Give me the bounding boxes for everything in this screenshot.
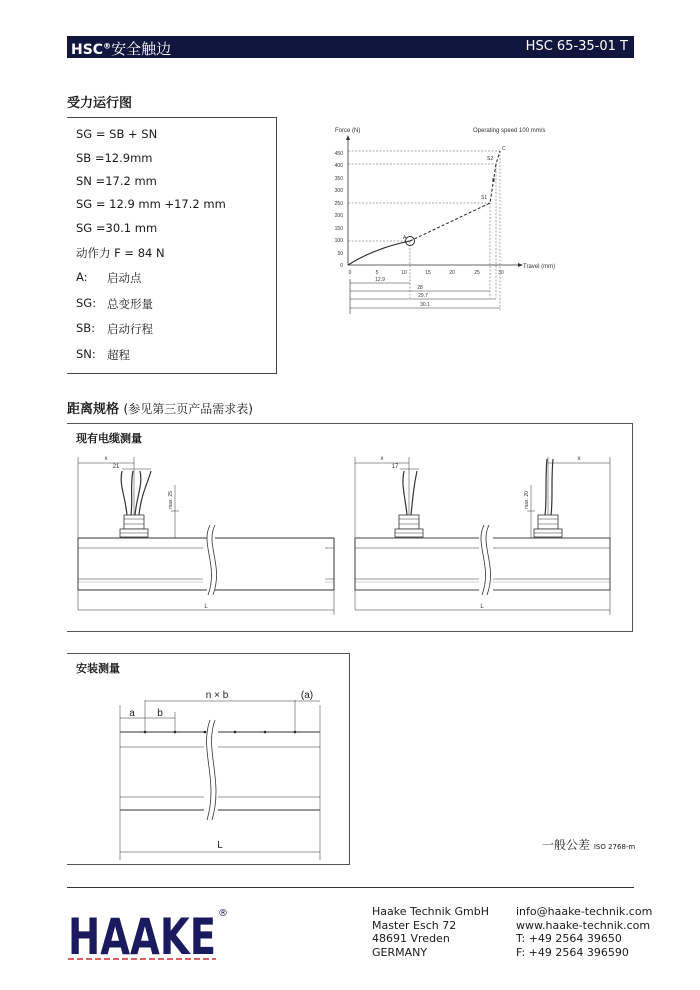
section-force-title: 受力运行图 <box>67 96 133 111</box>
email-link[interactable]: info@haake-technik.com <box>516 905 653 918</box>
install-box-top <box>67 653 350 654</box>
y-axis-arrow <box>346 135 350 140</box>
y-axis-label: Force (N) <box>335 128 361 134</box>
force-travel-diagram <box>330 120 570 320</box>
x-tick: 30 <box>498 270 504 276</box>
dim-x-right-1: x <box>380 456 384 462</box>
cable-gland-left <box>120 515 148 537</box>
x-tick: 10 <box>401 270 407 276</box>
label-a: a <box>129 708 135 719</box>
footer-divider <box>67 887 634 888</box>
label-nxb: n × b <box>205 690 229 701</box>
logo-text: HAAKE <box>68 908 216 964</box>
cable-box-top <box>67 423 633 424</box>
legend-sn-key: SN: <box>76 347 96 361</box>
cable-gland-right-1 <box>395 515 423 537</box>
legend-sg-desc: 总变形量 <box>107 297 153 311</box>
phone: T: +49 2564 39650 <box>516 932 622 945</box>
cable-title: 现有电缆测量 <box>76 432 142 445</box>
label-L: L <box>217 840 223 851</box>
cable-box-bottom <box>67 631 633 632</box>
dim-x-left: x <box>104 456 108 462</box>
y-tick: 150 <box>334 226 343 232</box>
install-title: 安装测量 <box>76 662 120 675</box>
speed-label: Operating speed 100 mm/s <box>473 128 546 134</box>
point-s2-label: S2 <box>487 156 494 162</box>
formula-sb: SB =12.9mm <box>76 151 153 165</box>
website-link[interactable]: www.haake-technik.com <box>516 918 651 932</box>
dim-max20: max. 20 <box>524 491 530 509</box>
label-b: b <box>157 708 163 719</box>
street: Master Esch 72 <box>372 918 457 932</box>
fax: F: +49 2564 396590 <box>516 945 629 959</box>
brand: HSC <box>71 42 104 58</box>
company-name: Haake Technik GmbH <box>372 905 490 918</box>
section-distance-title <box>67 398 253 417</box>
legend-sb-key: SB: <box>76 321 96 335</box>
y-tick: 100 <box>334 238 343 244</box>
formula-sum: SG = 12.9 mm +17.2 mm <box>76 197 226 211</box>
y-tick: 250 <box>334 201 343 207</box>
legend-sg-key: SG: <box>76 296 97 310</box>
tolerance-note <box>542 836 635 853</box>
box-bottom-line <box>67 373 277 374</box>
logo-reg: ® <box>218 908 228 919</box>
force-curve-solid <box>348 241 410 265</box>
dim-label: 29.7 <box>418 293 428 299</box>
city: 48691 Vreden <box>372 932 450 945</box>
header-title <box>71 38 171 59</box>
company-address <box>372 905 489 959</box>
y-tick: 0 <box>340 263 343 269</box>
point-a-label: A <box>403 235 407 241</box>
install-box-bottom <box>67 864 350 865</box>
formula-force: 动作力 F = 84 N <box>76 246 165 260</box>
dim-17: 17 <box>391 464 399 470</box>
model-number: HSC 65-35-01 T <box>525 39 628 54</box>
x-tick: 0 <box>348 270 352 276</box>
point-c-label: C <box>502 146 506 152</box>
box-right-line <box>276 117 277 373</box>
company-contact <box>516 905 652 959</box>
x-tick: 5 <box>375 270 379 276</box>
dim-L-right: L <box>480 604 484 610</box>
header-bar <box>67 36 634 58</box>
x-tick: 25 <box>474 270 480 276</box>
dim-label: 12.9 <box>375 277 385 283</box>
point-s1-label: S1 <box>481 195 488 201</box>
dim-label: 28 <box>417 285 423 291</box>
x-tick: 15 <box>425 270 431 276</box>
y-tick: 450 <box>334 151 343 157</box>
legend-sn-desc: 超程 <box>107 348 130 362</box>
y-tick: 50 <box>337 251 343 257</box>
tolerance-std: ISO 2768-m <box>593 843 636 851</box>
x-tick: 20 <box>449 270 455 276</box>
dim-21: 21 <box>112 464 120 470</box>
y-tick: 350 <box>334 176 343 182</box>
legend-sb-desc: 启动行程 <box>107 322 153 336</box>
distance-subtitle: (参见第三页产品需求表) <box>123 402 253 416</box>
formula-sn: SN =17.2 mm <box>76 174 157 188</box>
box-top-line <box>67 117 277 118</box>
legend-a-key: A: <box>76 270 88 284</box>
dim-L-left: L <box>204 604 208 610</box>
tolerance-text: 一般公差 <box>542 838 591 852</box>
dim-max25: max. 25 <box>168 491 174 509</box>
cable-drawing <box>67 445 633 625</box>
y-tick: 200 <box>334 213 343 219</box>
product-name: 安全触边 <box>111 40 172 58</box>
haake-logo <box>68 904 238 968</box>
x-axis-label: Travel (mm) <box>523 264 556 270</box>
y-tick: 300 <box>334 188 343 194</box>
y-tick: 400 <box>334 163 343 169</box>
legend-a-desc: 启动点 <box>107 271 142 285</box>
distance-title: 距离规格 <box>67 402 120 417</box>
registered-mark: ® <box>103 41 112 51</box>
install-drawing <box>67 680 350 860</box>
formula-total: SG =30.1 mm <box>76 221 158 235</box>
point-b-label: B <box>492 178 496 184</box>
dim-label: 30.1 <box>420 302 430 308</box>
label-a-paren: (a) <box>300 690 314 701</box>
formula-sg: SG = SB + SN <box>76 127 158 141</box>
country: GERMANY <box>372 945 428 959</box>
dim-x-right-2: x <box>577 456 581 462</box>
cable-gland-right-2 <box>534 515 562 537</box>
